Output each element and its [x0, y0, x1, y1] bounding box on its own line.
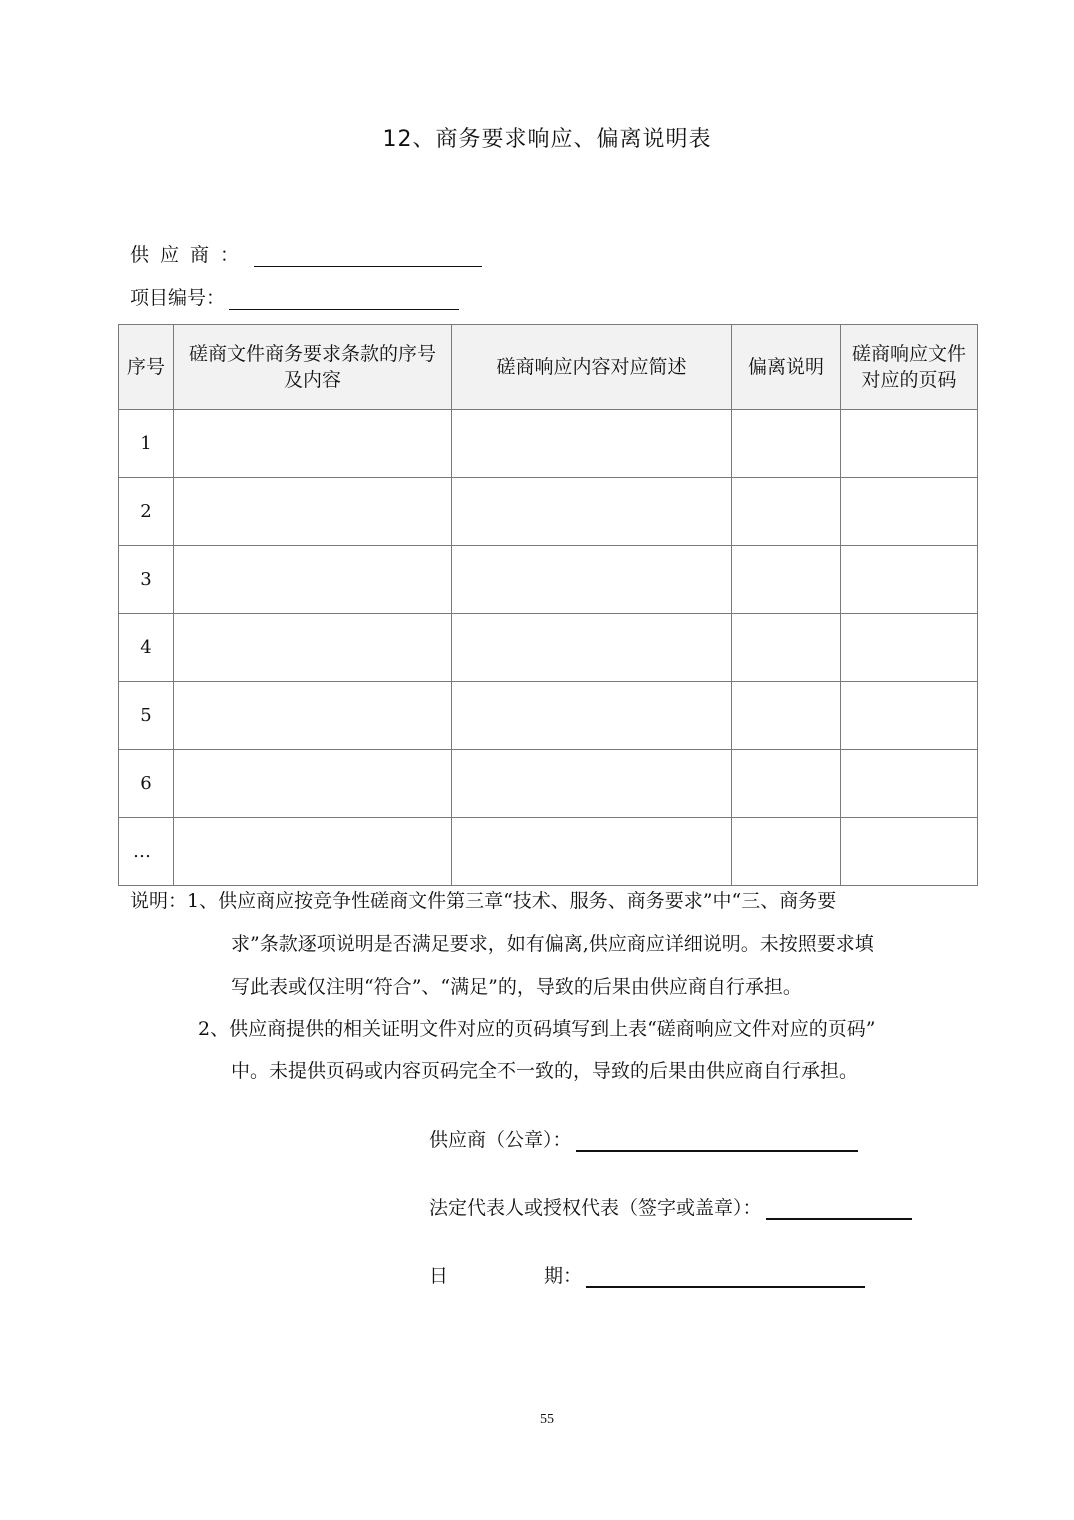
cell-clause[interactable]	[174, 478, 452, 546]
supplier-blank-line[interactable]	[254, 244, 482, 267]
table-row	[119, 750, 978, 818]
cell-page[interactable]	[841, 750, 978, 818]
cell-deviation[interactable]	[732, 410, 841, 478]
note-line: 写此表或仅注明“符合”、“满足”的，导致的后果由供应商自行承担。	[231, 976, 802, 998]
supplier-seal-blank-line[interactable]	[576, 1128, 858, 1152]
header-seq: 序号	[119, 325, 174, 410]
cell-page[interactable]	[841, 818, 978, 886]
supplier-field	[130, 240, 482, 267]
cell-page[interactable]	[841, 614, 978, 682]
row-number: 5	[119, 682, 174, 750]
project-number-blank-line[interactable]	[229, 287, 459, 310]
cell-deviation[interactable]	[732, 478, 841, 546]
note-line: 求”条款逐项说明是否满足要求，如有偏离,供应商应详细说明。未按照要求填	[231, 933, 874, 955]
project-number-field	[130, 283, 459, 310]
cell-clause[interactable]	[174, 546, 452, 614]
cell-deviation[interactable]	[732, 750, 841, 818]
cell-response[interactable]	[452, 818, 732, 886]
note-line: 2、供应商提供的相关证明文件对应的页码填写到上表“磋商响应文件对应的页码”	[198, 1018, 876, 1040]
table-row	[119, 614, 978, 682]
cell-clause[interactable]	[174, 818, 452, 886]
cell-clause[interactable]	[174, 682, 452, 750]
cell-deviation[interactable]	[732, 818, 841, 886]
supplier-seal-label: 供应商（公章）：	[429, 1129, 572, 1151]
header-response-summary: 磋商响应内容对应简述	[452, 325, 732, 410]
row-number: …	[119, 818, 174, 886]
representative-signature-field	[429, 1193, 912, 1220]
date-field	[429, 1261, 865, 1288]
cell-deviation[interactable]	[732, 682, 841, 750]
row-number: 2	[119, 478, 174, 546]
row-number: 3	[119, 546, 174, 614]
project-number-label: 项目编号：	[130, 287, 226, 309]
header-deviation: 偏离说明	[732, 325, 841, 410]
header-clause: 磋商文件商务要求条款的序号及内容	[174, 325, 452, 410]
cell-response[interactable]	[452, 410, 732, 478]
cell-deviation[interactable]	[732, 614, 841, 682]
table-row	[119, 478, 978, 546]
table-row	[119, 682, 978, 750]
response-deviation-table	[118, 324, 978, 886]
cell-response[interactable]	[452, 478, 732, 546]
date-label-first: 日	[429, 1265, 449, 1287]
representative-label: 法定代表人或授权代表（签字或盖章）：	[429, 1197, 762, 1219]
cell-response[interactable]	[452, 546, 732, 614]
page-number: 55	[540, 1412, 554, 1427]
cell-clause[interactable]	[174, 750, 452, 818]
cell-response[interactable]	[452, 750, 732, 818]
cell-response[interactable]	[452, 682, 732, 750]
cell-page[interactable]	[841, 410, 978, 478]
supplier-seal-field	[429, 1125, 858, 1152]
row-number: 1	[119, 410, 174, 478]
cell-deviation[interactable]	[732, 546, 841, 614]
note-line: 中。未提供页码或内容页码完全不一致的，导致的后果由供应商自行承担。	[231, 1060, 859, 1082]
cell-page[interactable]	[841, 478, 978, 546]
note-line: 说明：1、供应商应按竞争性磋商文件第三章“技术、服务、商务要求”中“三、商务要	[130, 890, 837, 912]
row-number: 4	[119, 614, 174, 682]
table-row	[119, 546, 978, 614]
header-page-ref: 磋商响应文件对应的页码	[841, 325, 978, 410]
date-label-second: 期：	[544, 1265, 583, 1287]
table-row	[119, 818, 978, 886]
table-row	[119, 410, 978, 478]
cell-page[interactable]	[841, 682, 978, 750]
table-header-row	[119, 325, 978, 410]
cell-page[interactable]	[841, 546, 978, 614]
date-blank-line[interactable]	[586, 1264, 865, 1288]
cell-clause[interactable]	[174, 614, 452, 682]
cell-clause[interactable]	[174, 410, 452, 478]
document-title: 12、商务要求响应、偏离说明表	[382, 127, 712, 152]
supplier-label: 供应商：	[130, 244, 251, 266]
cell-response[interactable]	[452, 614, 732, 682]
representative-blank-line[interactable]	[766, 1196, 912, 1220]
row-number: 6	[119, 750, 174, 818]
